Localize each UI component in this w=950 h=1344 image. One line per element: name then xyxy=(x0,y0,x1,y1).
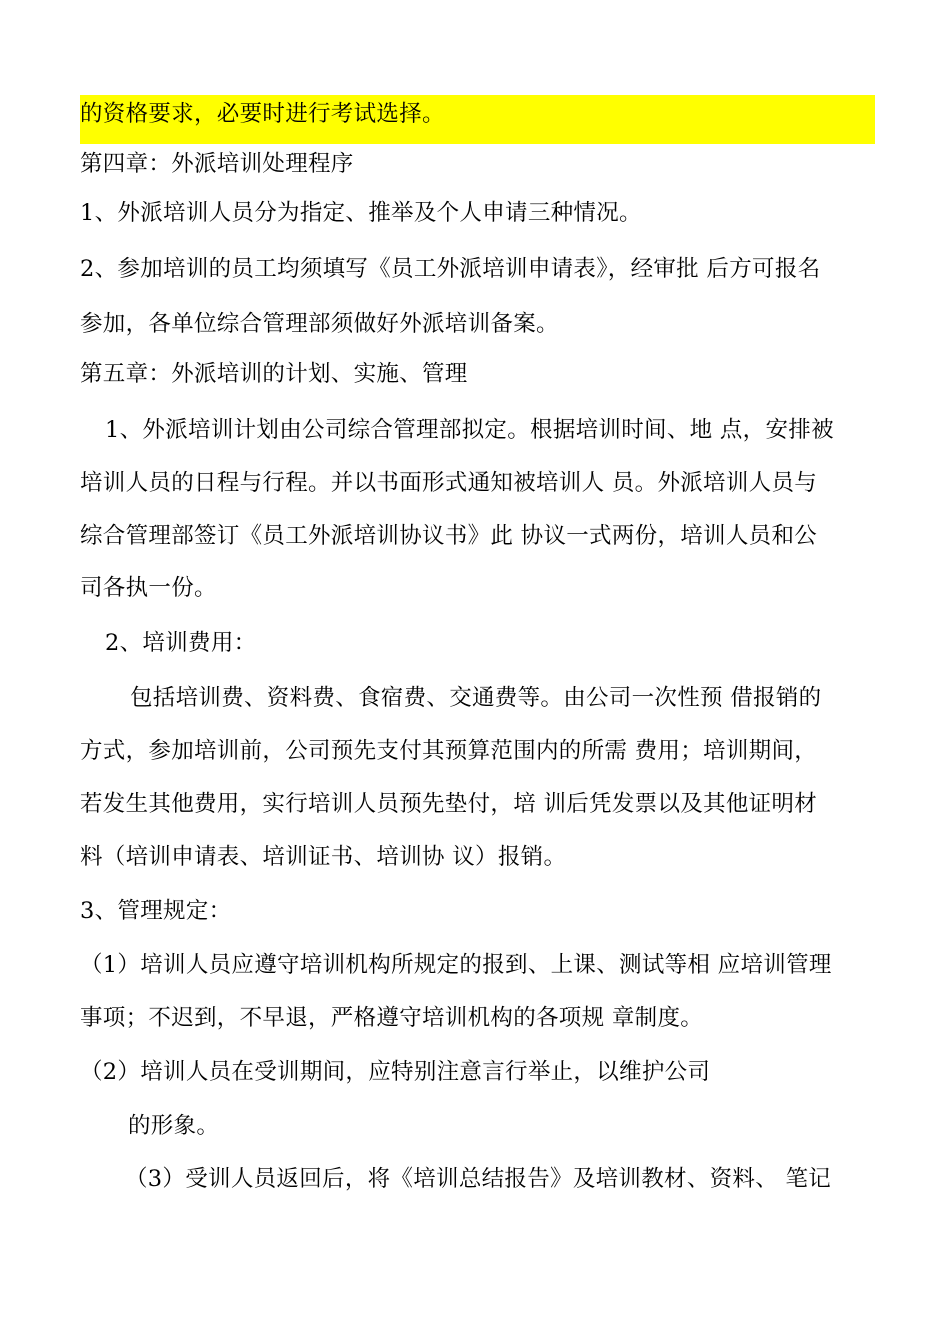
paragraph-line: 包括培训费、资料费、食宿费、交通费等。由公司一次性预 借报销的 xyxy=(130,685,822,711)
paragraph-line: 料（培训申请表、培训证书、培训协 议）报销。 xyxy=(80,844,567,870)
paragraph-line: （1）培训人员应遵守培训机构所规定的报到、上课、测试等相 应培训管理 xyxy=(80,952,832,978)
paragraph-line: 的形象。 xyxy=(128,1113,220,1139)
paragraph-line: 1、外派培训计划由公司综合管理部拟定。根据培训时间、地 点，安排被 xyxy=(105,417,834,443)
paragraph-line: （2）培训人员在受训期间，应特别注意言行举止，以维护公司 xyxy=(80,1059,711,1085)
paragraph-line: 事项；不迟到，不早退，严格遵守培训机构的各项规 章制度。 xyxy=(80,1005,704,1031)
paragraph-line: 3、管理规定： xyxy=(80,898,232,924)
paragraph-line: 综合管理部签订《员工外派培训协议书》此 协议一式两份，培训人员和公 xyxy=(80,523,818,549)
paragraph-line: 2、参加培训的员工均须填写《员工外派培训申请表》，经审批 后方可报名 xyxy=(80,256,821,282)
paragraph-line: 参加，各单位综合管理部须做好外派培训备案。 xyxy=(80,311,559,337)
paragraph-line: 1、外派培训人员分为指定、推举及个人申请三种情况。 xyxy=(80,200,642,226)
chapter-heading: 第五章：外派培训的计划、实施、管理 xyxy=(80,361,468,387)
paragraph-line: 司各执一份。 xyxy=(80,575,217,601)
chapter-heading: 第四章：外派培训处理程序 xyxy=(80,151,354,177)
paragraph-line: 方式，参加培训前，公司预先支付其预算范围内的所需 费用；培训期间， xyxy=(80,738,818,764)
paragraph-line: （3）受训人员返回后，将《培训总结报告》及培训教材、资料、 笔记 xyxy=(125,1166,832,1192)
paragraph-line: 的资格要求，必要时进行考试选择。 xyxy=(80,101,445,127)
paragraph-line: 若发生其他费用，实行培训人员预先垫付，培 训后凭发票以及其他证明材 xyxy=(80,791,818,817)
paragraph-line: 2、培训费用： xyxy=(105,630,257,656)
paragraph-line: 培训人员的日程与行程。并以书面形式通知被培训人 员。外派培训人员与 xyxy=(80,470,818,496)
